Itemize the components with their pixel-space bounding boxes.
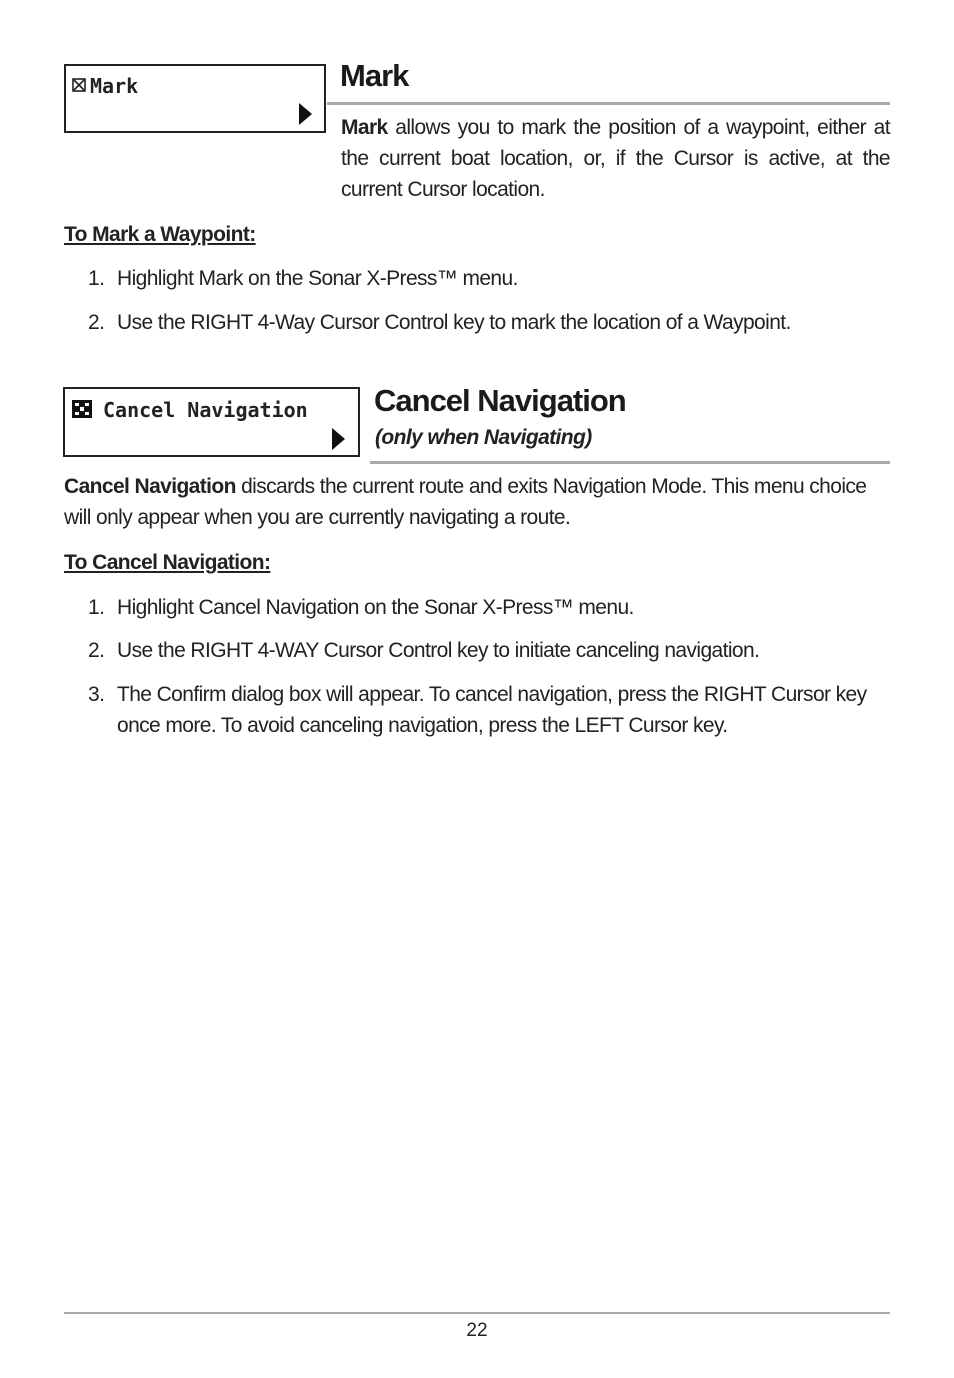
mark-menu-label: Mark [90, 74, 139, 98]
cancel-navigation-heading-rule [370, 461, 890, 464]
step-number: 1. [88, 267, 105, 290]
step-number: 2. [88, 311, 105, 334]
cancel-navigation-menu-label: Cancel Navigation [103, 398, 308, 422]
cancel-navigation-procedure-heading: To Cancel Navigation: [64, 551, 271, 574]
cancel-navigation-subtitle: (only when Navigating) [375, 426, 592, 449]
step-text: Use the RIGHT 4-Way Cursor Control key to mark the location of a Waypoint. [117, 311, 791, 334]
step-number: 3. [88, 683, 105, 706]
cancel-step [88, 679, 878, 741]
step-text: Highlight Mark on the Sonar X-Press™ menu. [117, 267, 518, 290]
mark-menu-box [64, 64, 326, 133]
mark-term: Mark [341, 116, 388, 139]
cancel-navigation-heading: Cancel Navigation [374, 383, 626, 418]
cancel-navigation-description-text: discards the current route and exits Navigation Mode. This menu choice will only appear when you are currently navigating a route. [64, 475, 867, 529]
step-text: Highlight Cancel Navigation on the Sonar X-Press™ menu. [117, 596, 634, 619]
mark-description-text: allows you to mark the position of a waypoint, either at the current boat location, or, if the Cursor is active, at the current Cursor location. [341, 116, 890, 201]
cancel-navigation-description [64, 471, 894, 533]
right-arrow-icon [299, 103, 312, 125]
mark-heading: Mark [340, 58, 409, 93]
mark-procedure-heading: To Mark a Waypoint: [64, 223, 256, 246]
mark-description [341, 112, 890, 205]
step-number: 1. [88, 596, 105, 619]
step-text: Use the RIGHT 4-WAY Cursor Control key to initiate canceling navigation. [117, 639, 760, 662]
page-number: 22 [466, 1320, 488, 1341]
step-text: The Confirm dialog box will appear. To cancel navigation, press the RIGHT Cursor key once more. To avoid canceling navigation, press the LEFT Cursor key. [117, 683, 867, 737]
right-arrow-icon [332, 428, 345, 450]
cancel-navigation-term: Cancel Navigation [64, 475, 236, 498]
step-number: 2. [88, 639, 105, 662]
cancel-navigation-menu-box [63, 387, 360, 457]
mark-waypoint-icon [72, 78, 86, 92]
footer-rule [64, 1312, 890, 1314]
mark-heading-rule [327, 102, 890, 105]
cancel-navigation-icon [72, 400, 92, 418]
